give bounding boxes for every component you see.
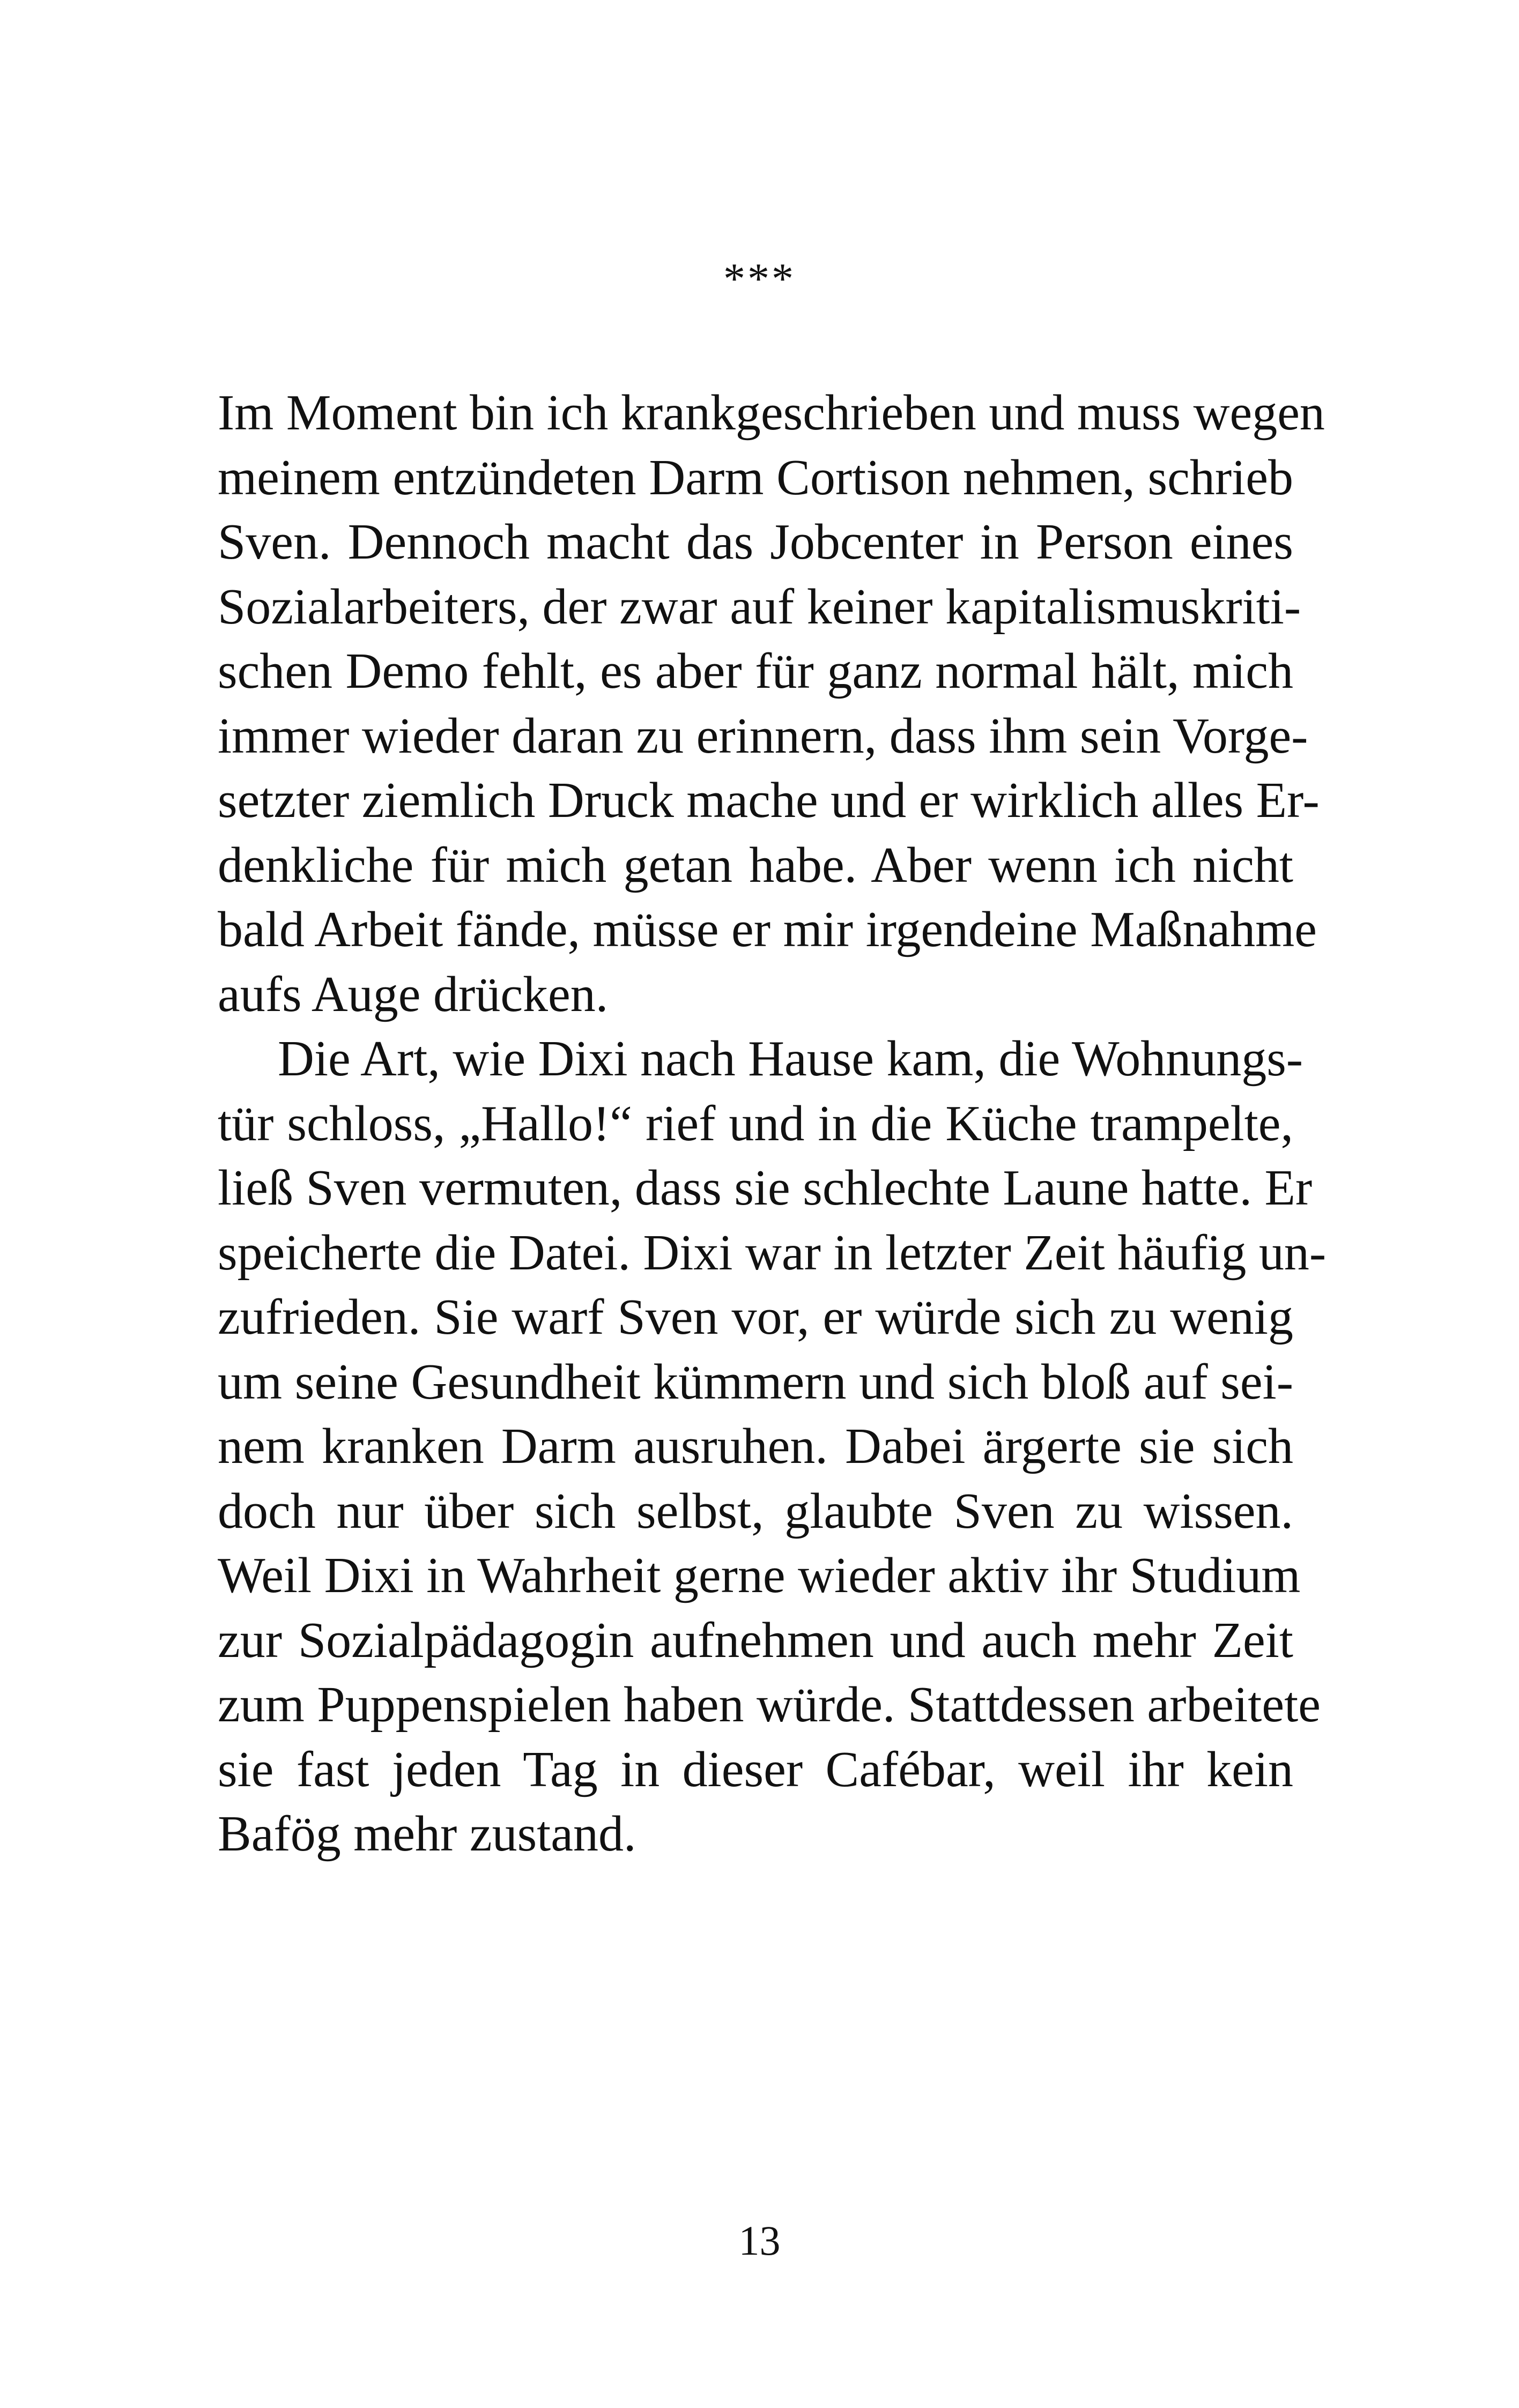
page-number: 13 [738,2217,781,2264]
text-line: Im Moment bin ich krankgeschrieben und muss wegen [218,385,1325,441]
paragraph-2 [218,1027,1327,1867]
text-line: Sozialarbeiters, der zwar auf keiner kapitalismuskriti- [218,578,1301,635]
text-line: ließ Sven vermuten, dass sie schlechte Laune hatte. Er [218,1160,1313,1216]
body-text [218,381,1327,1867]
paragraph-1 [218,381,1325,1027]
text-line: sie fast jeden Tag in dieser Cafébar, weil ihr kein [218,1741,1293,1797]
text-line: um seine Gesundheit kümmern und sich bloß auf sei- [218,1354,1293,1410]
text-line: speicherte die Datei. Dixi war in letzter Zeit häufig un- [218,1224,1327,1281]
text-line: doch nur über sich selbst, glaubte Sven zu wissen. [218,1483,1293,1539]
text-line: zum Puppenspielen haben würde. Stattdessen arbeitete [218,1677,1321,1733]
text-line: bald Arbeit fände, müsse er mir irgendeine Maßnahme [218,902,1317,957]
text-line: tür schloss, „Hallo!“ rief und in die Küche trampelte, [218,1095,1293,1151]
text-line: meinem entzündeten Darm Cortison nehmen, schrieb [218,449,1293,506]
text-line: zufrieden. Sie warf Sven vor, er würde sich zu wenig [218,1289,1293,1345]
text-line: Sven. Dennoch macht das Jobcenter in Person eines [218,514,1293,570]
text-line: denkliche für mich getan habe. Aber wenn ich nicht [218,837,1293,893]
section-separator: *** [723,254,796,303]
text-line: setzter ziemlich Druck mache und er wirklich alles Er- [218,772,1320,828]
text-line: zur Sozialpädagogin aufnehmen und auch mehr Zeit [218,1612,1293,1668]
text-line: Die Art, wie Dixi nach Hause kam, die Wohnungs- [278,1031,1303,1087]
text-line: Bafög mehr zustand. [218,1806,636,1862]
text-line: schen Demo fehlt, es aber für ganz normal hält, mich [218,643,1293,699]
text-line: Weil Dixi in Wahrheit gerne wieder aktiv ihr Studium [218,1548,1301,1603]
text-line: immer wieder daran zu erinnern, dass ihm sein Vorge- [218,708,1308,764]
text-line: aufs Auge drücken. [218,966,609,1022]
text-line: nem kranken Darm ausruhen. Dabei ärgerte sie sich [218,1418,1293,1474]
